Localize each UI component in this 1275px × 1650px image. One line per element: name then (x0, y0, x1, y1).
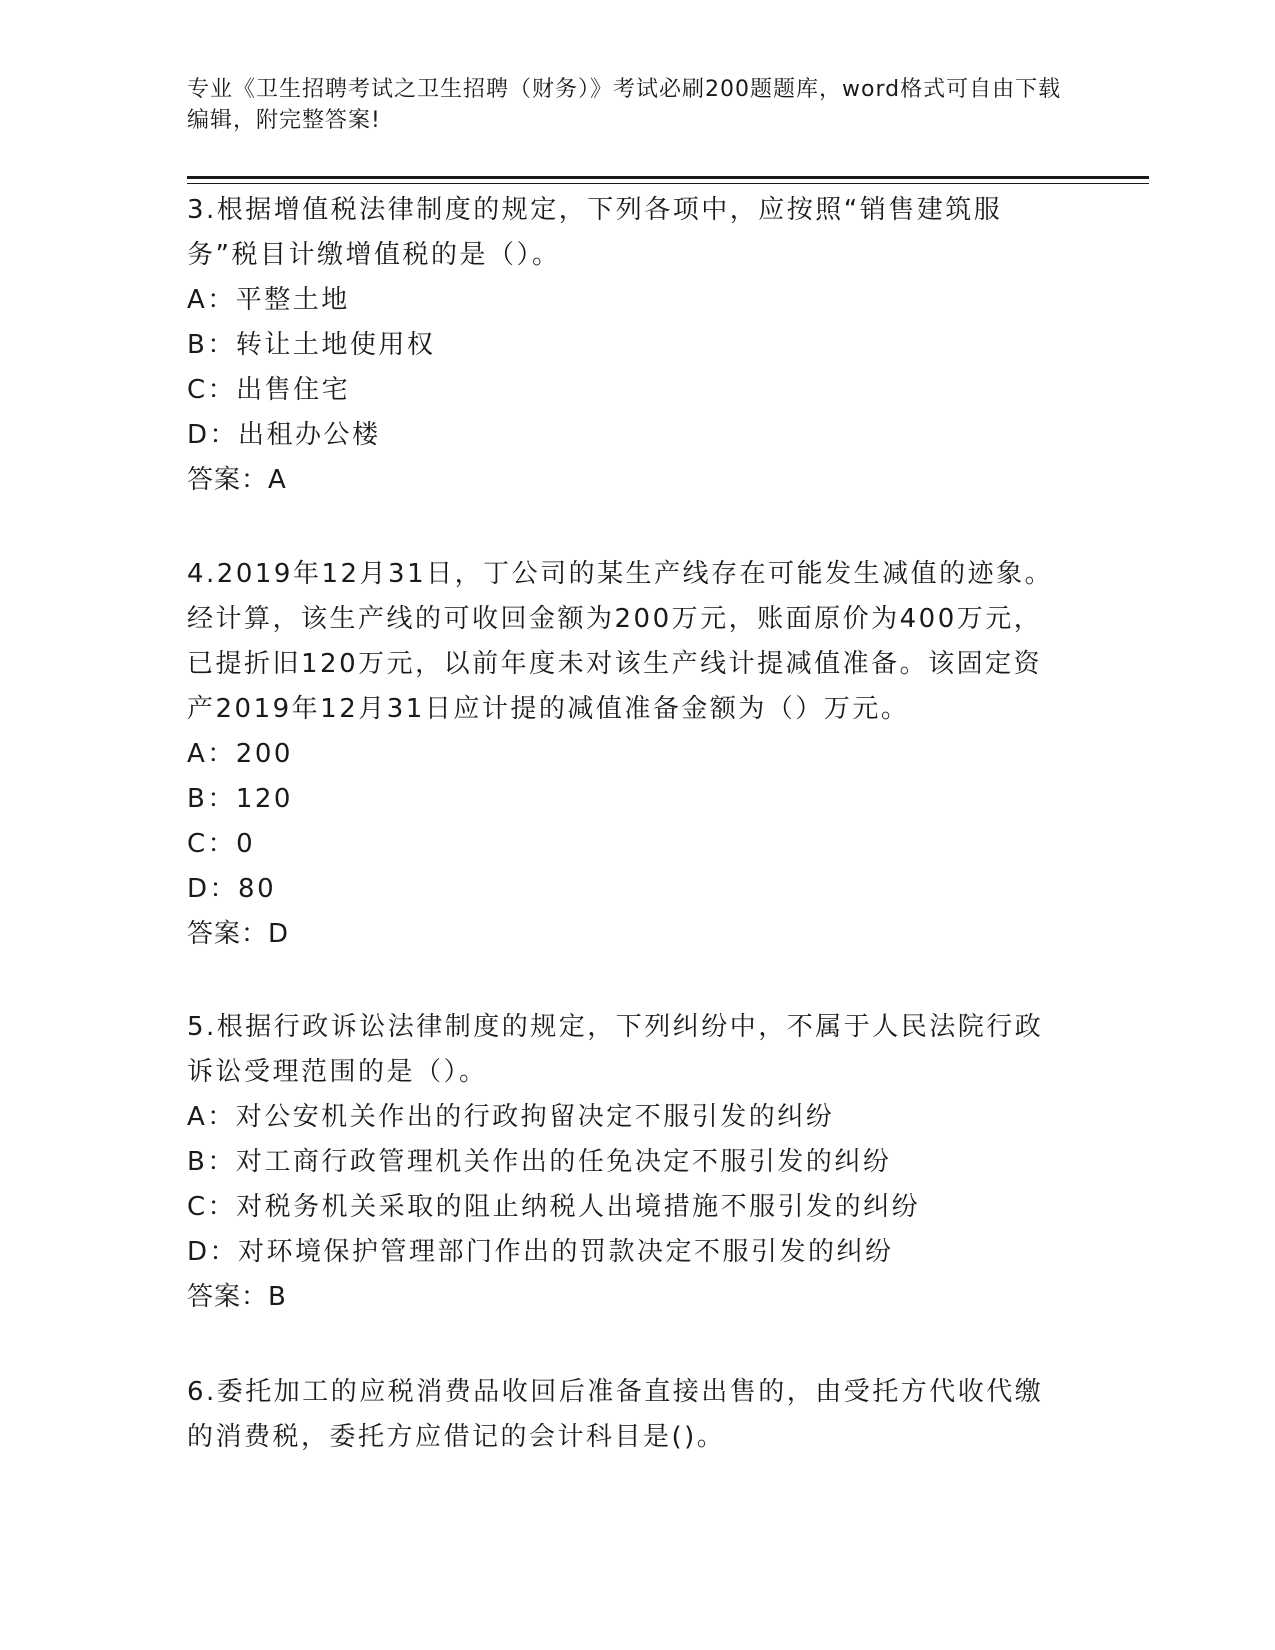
question-5 (187, 1005, 1067, 1320)
option-d: D：出租办公楼 (187, 420, 381, 450)
question-stem: 6.委托加工的应税消费品收回后准备直接出售的，由受托方代收代缴的消费税，委托方应借记的会计科目是()。 (187, 1377, 1044, 1452)
question-6 (187, 1370, 1067, 1460)
header-divider-thin (187, 183, 1149, 184)
question-stem: 4.2019年12月31日，丁公司的某生产线存在可能发生减值的迹象。经计算，该生产线的可收回金额为200万元，账面原价为400万元，已提折旧120万元，以前年度未对该生产线计提减值准备。该固定资产2019年12月31日应计提的减值准备金额为（）万元。 (187, 559, 1054, 724)
option-c: C：0 (187, 829, 256, 859)
option-a: A：平整土地 (187, 285, 350, 315)
header-divider-thick (187, 176, 1149, 179)
answer: 答案：B (187, 1282, 287, 1312)
answer: 答案：A (187, 465, 287, 495)
question-stem: 3.根据增值税法律制度的规定，下列各项中，应按照“销售建筑服务”税目计缴增值税的是（）。 (187, 195, 1003, 270)
question-4 (187, 552, 1067, 957)
option-a: A：200 (187, 739, 293, 769)
document-header: 专业《卫生招聘考试之卫生招聘（财务）》考试必刷200题题库，word格式可自由下载编辑，附完整答案! (187, 77, 1062, 133)
option-d: D：80 (187, 874, 277, 904)
option-b: B：120 (187, 784, 293, 814)
option-b: B：对工商行政管理机关作出的任免决定不服引发的纠纷 (187, 1147, 892, 1177)
option-a: A：对公安机关作出的行政拘留决定不服引发的纠纷 (187, 1102, 835, 1132)
question-3 (187, 188, 1067, 503)
option-d: D：对环境保护管理部门作出的罚款决定不服引发的纠纷 (187, 1237, 894, 1267)
question-stem: 5.根据行政诉讼法律制度的规定，下列纠纷中，不属于人民法院行政诉讼受理范围的是（）。 (187, 1012, 1044, 1087)
option-b: B：转让土地使用权 (187, 330, 436, 360)
option-c: C：出售住宅 (187, 375, 351, 405)
answer: 答案：D (187, 919, 290, 949)
option-c: C：对税务机关采取的阻止纳税人出境措施不服引发的纠纷 (187, 1192, 921, 1222)
